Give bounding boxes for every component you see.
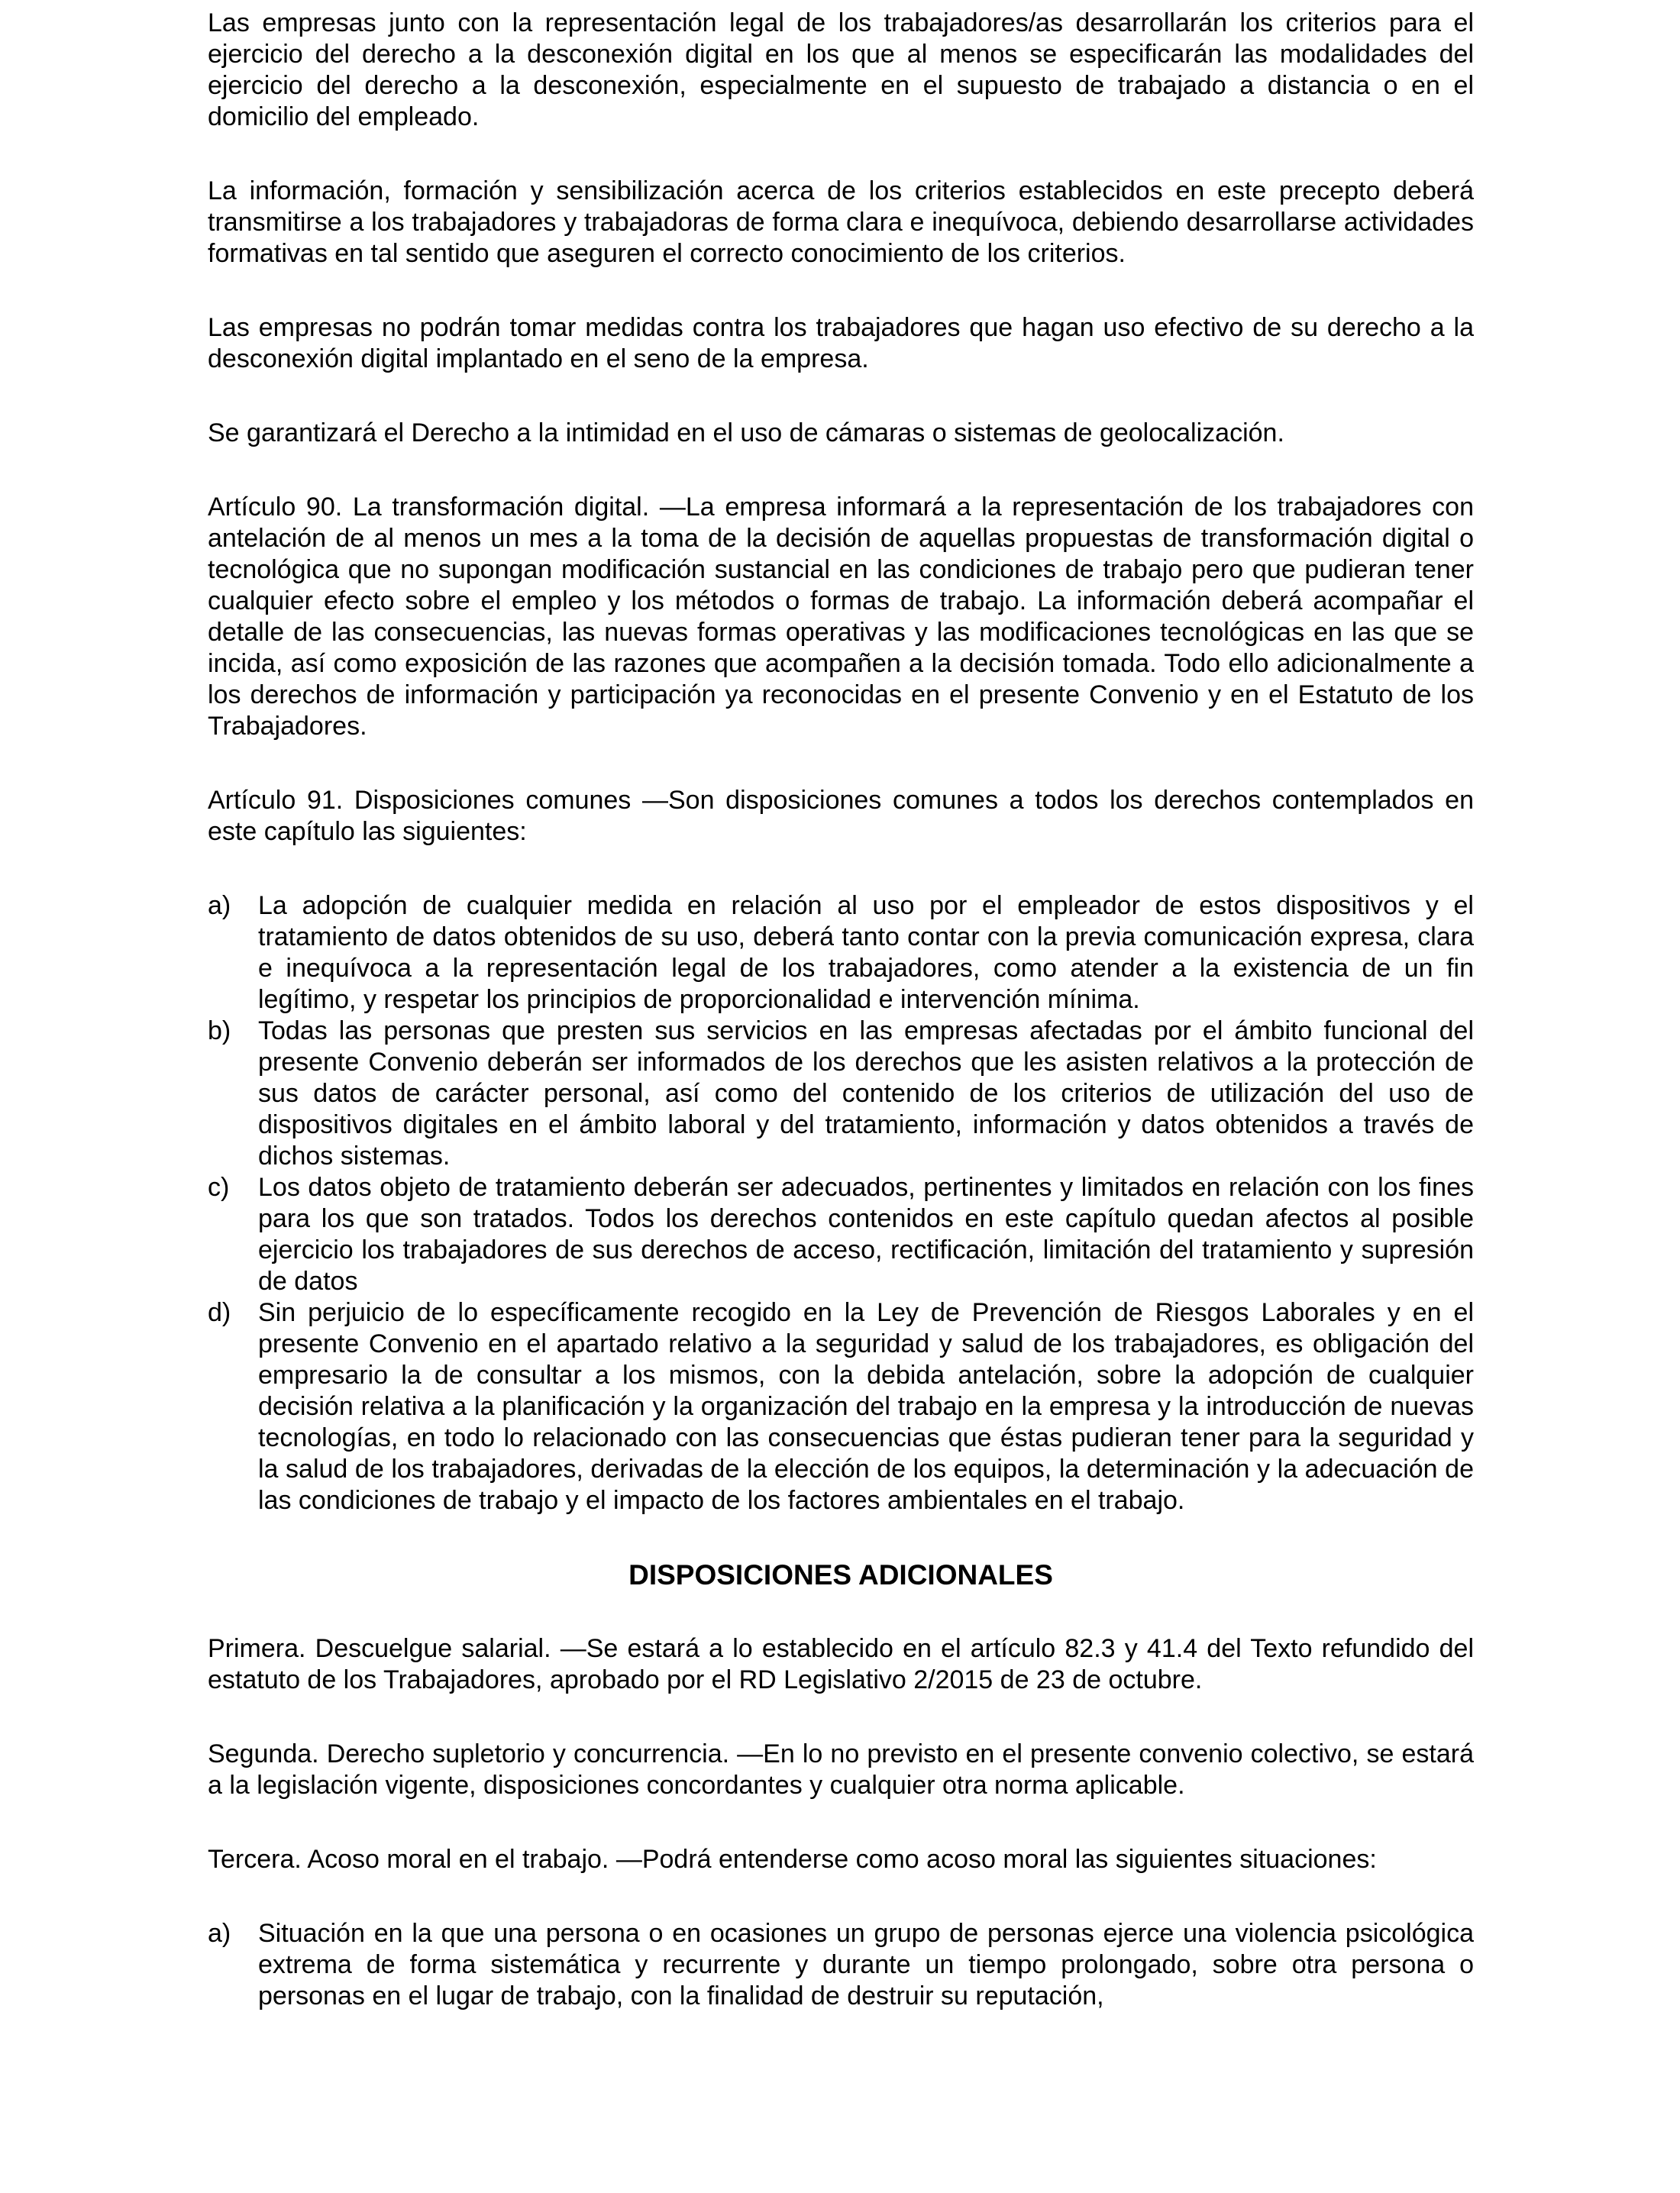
list-marker: d) — [208, 1298, 231, 1327]
list-item-text: La adopción de cualquier medida en relación al uso por el empleador de estos dispositivos y el tratamiento de datos obtenidos de su uso, deberá tanto contar con la previa comunicación expresa, clara e inequívoca a la representación legal de los trabajadores, como atender a la existencia de un fin legítimo, y respetar los principios de proporcionalidad e intervención mínima. — [258, 891, 1474, 1014]
section-heading-disposiciones-adicionales: DISPOSICIONES ADICIONALES — [628, 1559, 1053, 1591]
list-item-text: Sin perjuicio de lo específicamente recogido en la Ley de Prevención de Riesgos Laborales y en el presente Convenio en el apartado relativo a la seguridad y salud de los trabajadores, es obligación del empresario la de consultar a los mismos, con la debida antelación, sobre la adopción de cualquier decisión relativa a la planificación y la organización del trabajo en la empresa y la introducción de nuevas tecnologías, en todo lo relacionado con las consecuencias que éstas pudieran tener para la seguridad y la salud de los trabajadores, derivadas de la elección de los equipos, la determinación y la adecuación de las condiciones de trabajo y el impacto de los factores ambientales en el trabajo. — [258, 1298, 1474, 1515]
acoso-moral-list — [208, 1918, 1474, 2012]
list-item-a — [208, 1918, 1474, 2012]
list-item-d — [208, 1297, 1474, 1516]
paragraph-intimidad-camaras: Se garantizará el Derecho a la intimidad en el uso de cámaras o sistemas de geolocalización. — [208, 418, 1284, 447]
list-marker: b) — [208, 1016, 231, 1045]
paragraph-primera-descuelgue: Primera. Descuelgue salarial. —Se estará a lo establecido en el artículo 82.3 y 41.4 del Texto refundido del estatuto de los Trabajadores, aprobado por el RD Legislativo 2/2015 de 23 de octubre. — [208, 1634, 1474, 1694]
list-item-text: Situación en la que una persona o en ocasiones un grupo de personas ejerce una violencia psicológica extrema de forma sistemática y recurrente y durante un tiempo prolongado, sobre otra persona o personas en el lugar de trabajo, con la finalidad de destruir su reputación, — [258, 1919, 1474, 2011]
articulo-91-list — [208, 890, 1474, 1516]
list-item-text: Los datos objeto de tratamiento deberán ser adecuados, pertinentes y limitados en relación con los fines para los que son tratados. Todos los derechos contenidos en este capítulo quedan afectos al posible ejercicio los trabajadores de sus derechos de acceso, rectificación, limitación del tratamiento y supresión de datos — [258, 1173, 1474, 1296]
paragraph-no-represalias: Las empresas no podrán tomar medidas contra los trabajadores que hagan uso efectivo de su derecho a la desconexión digital implantado en el seno de la empresa. — [208, 313, 1474, 373]
paragraph-tercera-acoso: Tercera. Acoso moral en el trabajo. —Podrá entenderse como acoso moral las siguientes situaciones: — [208, 1845, 1377, 1874]
list-marker: a) — [208, 891, 231, 920]
list-item-c — [208, 1172, 1474, 1297]
list-item-b — [208, 1016, 1474, 1172]
paragraph-articulo-90: Artículo 90. La transformación digital. —La empresa informará a la representación de los trabajadores con antelación de al menos un mes a la toma de la decisión de aquellas propuestas de transformación digital o tecnológica que no supongan modificación sustancial en las condiciones de trabajo pero que pudieran tener cualquier efecto sobre el empleo y los métodos o formas de trabajo. La información deberá acompañar el detalle de las consecuencias, las nuevas formas operativas y las modificaciones tecnológicas en las que se incida, así como exposición de las razones que acompañen a la decisión tomada. Todo ello adicionalmente a los derechos de información y participación ya reconocidas en el presente Convenio y en el Estatuto de los Trabajadores. — [208, 493, 1474, 741]
paragraph-informacion-formacion: La información, formación y sensibilización acerca de los criterios establecidos en este precepto deberá transmitirse a los trabajadores y trabajadoras de forma clara e inequívoca, debiendo desarrollarse actividades formativas en tal sentido que aseguren el correcto conocimiento de los criterios. — [208, 176, 1474, 268]
list-item-text: Todas las personas que presten sus servicios en las empresas afectadas por el ámbito funcional del presente Convenio deberán ser informados de los derechos que les asisten relativos a la protección de sus datos de carácter personal, así como del contenido de los criterios de utilización del uso de dispositivos digitales en el ámbito laboral y del tratamiento, información y datos obtenidos a través de dichos sistemas. — [258, 1016, 1474, 1171]
paragraph-desconexion-criterios: Las empresas junto con la representación legal de los trabajadores/as desarrollarán los criterios para el ejercicio del derecho a la desconexión digital en los que al menos se especificarán las modalidades del ejercicio del derecho a la desconexión, especialmente en el supuesto de trabajado a distancia o en el domicilio del empleado. — [208, 8, 1474, 131]
list-item-a — [208, 890, 1474, 1016]
list-marker: a) — [208, 1919, 231, 1948]
paragraph-articulo-91: Artículo 91. Disposiciones comunes —Son disposiciones comunes a todos los derechos contemplados en este capítulo las siguientes: — [208, 786, 1474, 846]
paragraph-segunda-supletorio: Segunda. Derecho supletorio y concurrencia. —En lo no previsto en el presente convenio colectivo, se estará a la legislación vigente, disposiciones concordantes y cualquier otra norma aplicable. — [208, 1739, 1474, 1800]
list-marker: c) — [208, 1173, 230, 1202]
